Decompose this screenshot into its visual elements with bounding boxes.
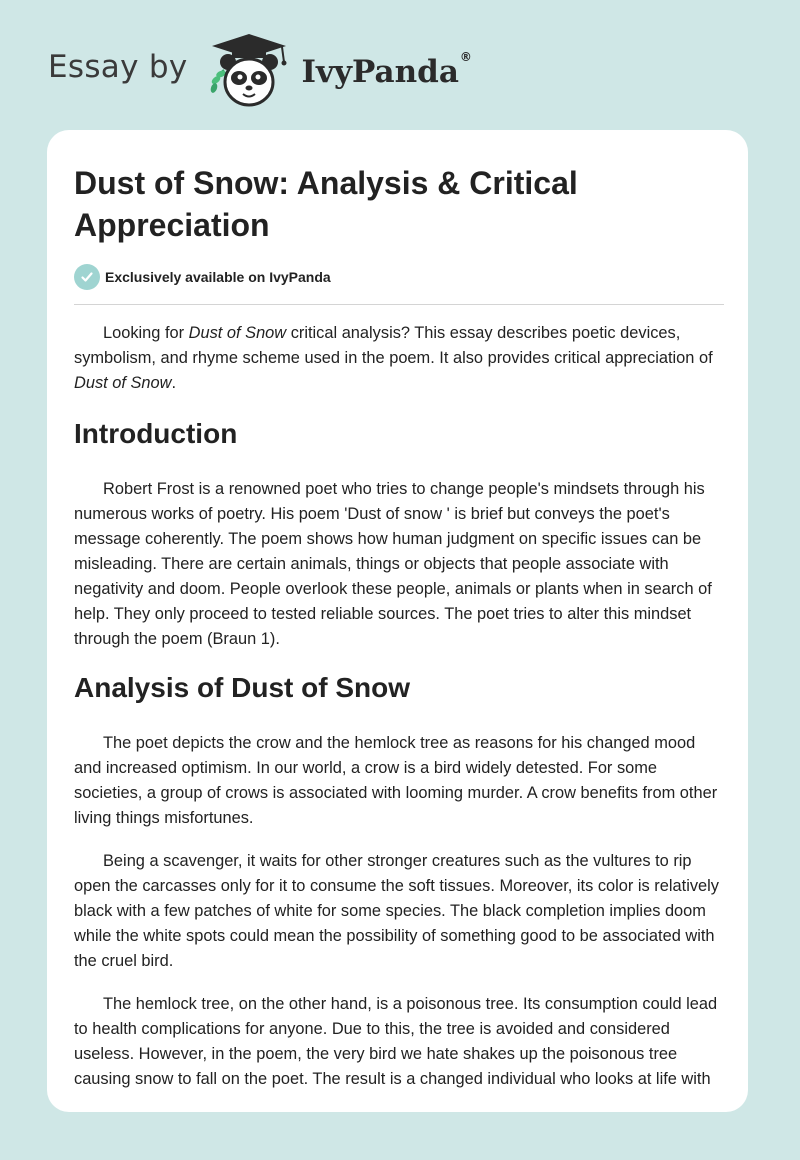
brand-prefix: Essay by	[48, 49, 188, 85]
check-circle-icon	[74, 264, 100, 290]
exclusive-badge-label: Exclusively available on IvyPanda	[105, 269, 331, 285]
intro-paragraph: Looking for Dust of Snow critical analysis? This essay describes poetic devices, symbolism, and rhyme scheme used in the poem. It also provides critical appreciation of Dust of Snow.	[74, 324, 713, 392]
section-heading-analysis: Analysis of Dust of Snow	[74, 672, 411, 703]
paragraph: The hemlock tree, on the other hand, is a poisonous tree. Its consumption could lead to health complications for anyone. Due to this, the tree is avoided and considered useless. However, in the poem, the very bird we hate shakes up the poisonous tree causing snow to fall on the poet. The result is a changed individual who looks at life with	[74, 995, 718, 1088]
exclusive-badge	[74, 263, 724, 291]
page-title: Dust of Snow: Analysis & Critical Appreciation	[74, 165, 578, 243]
brand-header[interactable]	[48, 30, 472, 110]
section-heading-introduction: Introduction	[74, 418, 238, 449]
divider	[74, 304, 724, 305]
essay-content	[74, 162, 724, 1092]
paragraph: Being a scavenger, it waits for other stronger creatures such as the vultures to rip open the carcasses only for it to consume the soft tissues. Moreover, its color is relatively black with a few patches of white for some species. The black completion implies doom while the white spots could mean the possibility of something good to be associated with the cruel bird.	[74, 852, 719, 970]
brand-name: IvyPanda®	[301, 50, 472, 90]
registered-mark: ®	[459, 50, 472, 64]
essay-card	[47, 130, 748, 1112]
paragraph: The poet depicts the crow and the hemlock tree as reasons for his changed mood and increased optimism. In our world, a crow is a bird widely detested. For some societies, a group of crows is associated with looming murder. A crow benefits from other living things misfortunes.	[74, 734, 718, 827]
panda-logo-icon	[202, 30, 296, 110]
paragraph: Robert Frost is a renowned poet who tries to change people's mindsets through his numerous works of poetry. His poem 'Dust of snow ' is brief but conveys the poet's message coherently. The poem shows how human judgment on specific issues can be misleading. There are certain animals, things or objects that people associate with negativity and doom. People overlook these people, animals or plants when in search of help. They only proceed to tested reliable sources. The poet tries to alter this mindset through the poem (Braun 1).	[74, 480, 712, 648]
